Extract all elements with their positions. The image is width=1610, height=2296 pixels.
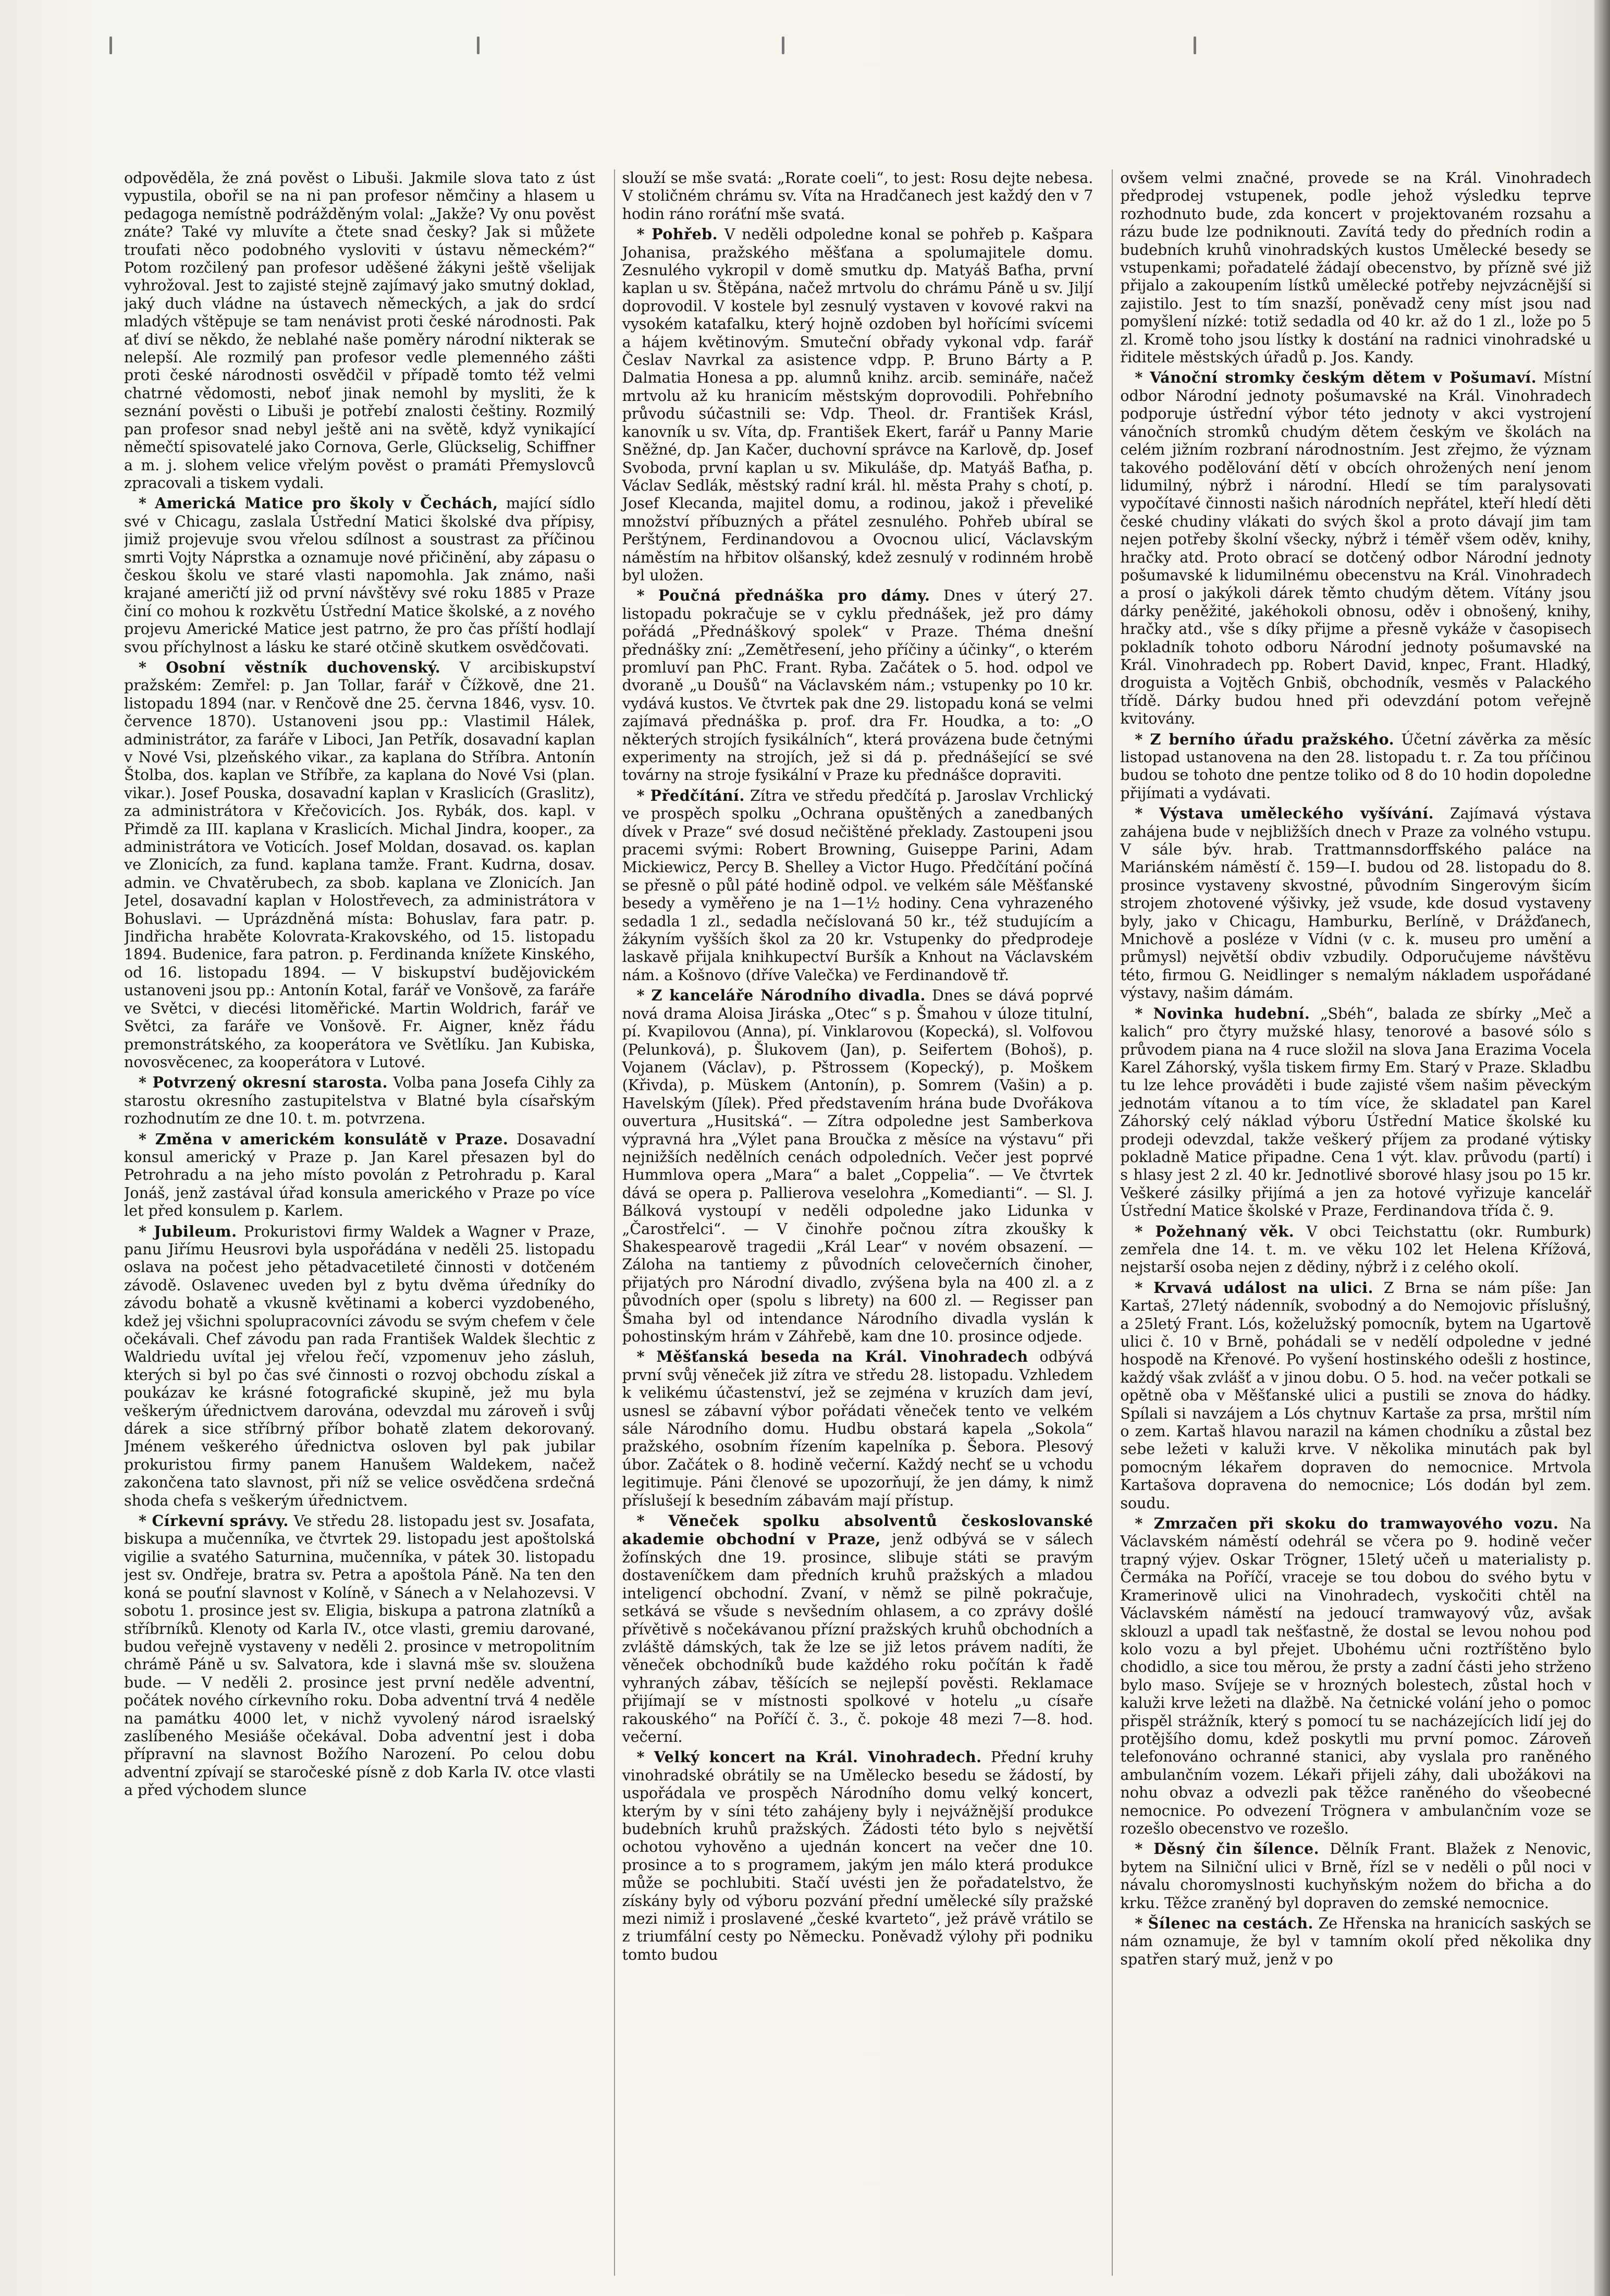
article-heading: Děsný čin šílence. [1153,1840,1320,1858]
article-text: Volba pana Josefa Cihly za starostu okresního zastupitelstva v Blatné byla císařským rozhodnutím ze dne 10. t. m. potvrzena. [124,1074,595,1128]
article-text: mající sídlo své v Chicagu, zaslala Ústřední Matici školské dva přípisy, jimiž projevuje svou vřelou sdílnost a soustrast za příčinou smrti Vojty Náprstka a oznamuje nové přičinění, aby zápasu o českou školu ve staré vlasti napomohla. Jak známo, naši krajané američtí již od první návštěvy své roku 1885 v Praze činí co mohou k rozkvětu Ústřední Matice školské, a z nového projevu Americké Matice jest patrno, že pro čas příští hodlají svou příchylnost a lásku ke staré otčině skutkem osvědčovati. [124,495,595,656]
article-paragraph [124,1512,595,1800]
article-text: Prokuristovi firmy Waldek a Wagner v Praze, panu Jiřímu Heusrovi byla uspořádána v neděli 25. listopadu oslava na počest jeho pětadvacetileté činnosti v dotčeném závodě. Oslavenec uveden byl z bytu dvěma úředníky do závodu bohatě a vkusně květinami a koberci vyzdobeného, kdež jej všichni spolupracovníci závodu se svým chefem v čele očekávali. Chef závodu pan rada František Waldek šlechtic z Waldriedu uvítal jej vřelou řečí, vzpomenuv jeho zásluh, kterých si byl po čas své činnosti o rozvoj obchodu získal a poukázav ke krásné fotografické skupině, jež mu byla veškerým úřednictvem darována, odevzdal mu zároveň i svůj dárek a sice stříbrný příbor bohatě zlatem dekorovaný. Jménem veškerého úřednictva osloven byl pak jubilar prokuristou firmy panem Hanušem Waldekem, načež zakončena tato slavnost, při níž se velice osvědčena srdečná shoda chefa s veškerým úřednictvem. [124,1223,595,1509]
section-marker: * [636,225,652,243]
article-heading: Novinka hudební. [1153,1004,1310,1022]
article-heading: Změna v americkém konsulátě v Praze. [155,1130,509,1148]
article-heading: Vánoční stromky českým dětem v Pošumaví. [1150,369,1537,387]
section-marker: * [1135,1914,1148,1932]
article-text: Dělník Frant. Blažek z Nenovic, bytem na Silniční ulici v Brně, řízl se v neděli o půl noci v návalu choromyslnosti kuchyňským nožem do břicha a do krku. Těžce zraněný byl dopraven do zemské nemocnice. [1120,1840,1592,1912]
page-edge-shadow [1594,0,1610,2296]
section-marker: * [139,658,166,676]
section-marker: * [139,1130,155,1148]
article-paragraph [622,986,1093,1346]
article-paragraph [1120,1223,1591,1277]
section-marker: * [139,1222,154,1240]
article-paragraph [1120,369,1591,728]
section-marker: * [1135,1222,1156,1240]
article-heading: Jubileum. [154,1222,237,1240]
article-heading: Věneček spolku absolventů českoslovanské akademie obchodní v Praze, [622,1512,1093,1548]
article-paragraph [124,494,595,656]
section-marker: * [1135,1840,1154,1858]
article-text: ovšem velmi značné, provede se na Král. Vinohradech předprodej vstupenek, podle jehož výsledku teprve rozhodnuto bude, zda koncert v projektovaném rozsahu a rázu bude lze podniknouti. Zavítá tedy do předních rodin a budebních kruhů vinohradských kustos Umělecké besedy se vstupenkami; pořadatelé žádají obecenstvo, by přízně své již přijalo a zakoupením lístků umělecké potřeby nejvzácnější si zajistilo. Jest to tím snazší, poněvadž ceny míst jsou nad pomyšlení nízké: totiž sedadla od 40 kr. až do 1 zl., lože po 5 zl. Kromě toho jsou lístky k dostání na radnici vinohradské u řiditele městských úřadů p. Jos. Kandy. [1120,169,1592,367]
article-columns [124,169,1591,2276]
article-heading: Krvavá událost na ulici. [1153,1278,1373,1297]
article-text: Přední kruhy vinohradské obrátily se na Umělecko besedu se žádostí, by uspořádala ve prospěch Národního domu velký koncert, kterým by v síni této zahájeny byly i nejvážnější produkce budebních kruhů pražských. Žádosti této bylo s největší ochotou vyhověno a ujednán koncert na večer dne 10. prosince a to s programem, jakým jen málo která produkce může se pochlubiti. Stačí uvésti jen že pořadatelstvo, že získány byly od výboru pozvání přední umělecké síly pražské mezi nimiž i proslavené „české kvarteto“, jež právě vrátilo se z triumfální cesty po Německu. Poněvadž výlohy při podniku tomto budou [622,1749,1093,1963]
article-text: Účetní závěrka za měsíc listopad ustanovena na den 28. listopadu t. r. Za tou příčinou budou se tohoto dne pentze toliko od 8 do 10 hodin dopoledne přijímati a vydávati. [1120,730,1592,802]
article-text: odbývá první svůj věneček již zítra ve středu 28. listopadu. Vzhledem k velikému účastenství, jež se zejména v kruzích dam jeví, usnesl se zábavní výbor pořádati věneček tento ve velkém sále Národního domu. Hudbu obstará kapela „Sokola“ pražského, osobním řízením kapelníka p. Šebora. Plesový úbor. Začátek o 8. hodině večerní. Každý nechť se u vchodu legitimuje. Páni členové se upozorňují, že jen dámy, k nimž příslušejí k besedním zábavám mají přístup. [622,1348,1093,1509]
article-text: Ve středu 28. listopadu jest sv. Josafata, biskupa a mučenníka, ve čtvrtek 29. listopadu jest apoštolská vigilie a svatého Saturnina, mučenníka, v pátek 30. listopadu jest sv. Ondřeje, bratra sv. Petra a apoštola Páně. Na ten den koná se pouťní slavnost v Kolíně, v Sánech a v Nelahozevsi. V sobotu 1. prosince jest sv. Eligia, biskupa a patrona zlatníků a stříbrníků. Klenoty od Karla IV., otce vlasti, gremiu darované, budou veřejně vystaveny v neděli 2. prosince v metropolitním chrámě Páně u sv. Salvatora, kde i slavná mše sv. sloužena bude. — V neděli 2. prosince jest první neděle adventní, počátek nového církevního roku. Doba adventní trvá 4 neděle na památku 4000 let, v nichž vyvolený národ israelský zaslíbeného Mesiáše očekával. Doba adventní jest i doba přípravní na slavnost Božího Narození. Po celou dobu adventní zpívají se staročeské písně z dob Karla IV. otce vlasti a před východem slunce [124,1512,595,1799]
binding-marks [0,36,1610,68]
article-heading: Z kanceláře Národního divadla. [651,986,926,1005]
article-text: Zítra ve středu předčítá p. Jaroslav Vrchlický ve prospěch spolku „Ochrana opuštěných a zanedbaných dívek v Praze“ své dosud nečištěné překlady. Zastoupeni jsou pracemi svými: Robert Browning, Guiseppe Parini, Adam Mickiewicz, Percy B. Shelley a Victor Hugo. Předčítání počíná se přesně o půl páté hodině odpol. ve velkém sále Měšťanské besedy a vyměřeno je na 1—1½ hodiny. Cena vyhrazeného sedadla 1 zl., sedadla nečíslovaná 50 kr., též studujícím a žákyním vyšších škol za 20 kr. Vstupenky do předprodeje laskavě přijala knihkupectví Buršík a Knhout na Václavském nám. a Košnovo (dříve Valečka) ve Ferdinandově tř. [622,787,1093,984]
binding-mark [782,36,784,54]
article-text: V arcibiskupství pražském: Zemřel: p. Jan Tollar, farář v Čížkově, dne 21. listopadu 1894 (nar. v Renčově dne 25. června 1846, vysv. 10. července 1870). Ustanoveni jsou pp.: Vlastimil Hálek, administrátor, za faráře v Liboci, Jan Petřík, dosavadní kaplan v Nové Vsi, plzeňského vikar., za kaplana do Stříbra. Antonín Štolba, dos. kaplan ve Stříbře, za kaplana do Nové Vsi (plan. vikar.). Josef Pouska, dosavadní kaplan v Kraslicích (Graslitz), za administrátora v Křečovicích. Jos. Rybák, dos. kapl. v Přimdě za III. kaplana v Kraslicích. Michal Jindra, kooper., za administrátora ve Voticích. Josef Moldan, dosavad. os. kaplan ve Zlonicích, za fund. kaplana tamže. Frant. Kudrna, dosav. admin. ve Chvatěrubech, za sbob. kaplana ve Zlonicích. Jan Jetel, dosavadní kaplan v Holostřevech, za administrátora v Bohuslavi. — Uprázdněná místa: Bohuslav, fara patr. p. Jindřicha hraběte Kolovrata-Krakovského, od 15. listopadu 1894. Budenice, fara patron. p. Ferdinanda knížete Kinského, od 16. listopadu 1894. — V biskupství budějovickém ustanoveni jsou pp.: Antonín Kotal, farář ve Vonšově, za faráře ve Světci, v diecési litoměřické. Martin Woldrich, farář ve Světci, za faráře ve Vonšově. Fr. Aigner, kněz řádu premonstrátského, za kooperátora ve Světlíku. Jan Kubiska, novosvěcenec, za kooperátora v Lutové. [124,658,595,1071]
section-marker: * [1135,730,1150,748]
section-marker: * [636,1348,657,1366]
article-heading: Z berního úřadu pražského. [1150,730,1395,748]
article-heading: Potvrzený okresní starosta. [152,1073,388,1092]
article-text: Ze Hřenska na hranicích saských se nám oznamuje, že byl v tamním okolí před několika dny spatřen starý muž, jenž v po [1120,1915,1592,1968]
article-text: Dnes v úterý 27. listopadu pokračuje se v cyklu přednášek, jež pro dámy pořádá „Přednáškový spolek“ v Praze. Théma dnešní přednášky zní: „Zemětřesení, jeho příčiny a účinky“, o kterém promluví pan PhC. Frant. Ryba. Začátek o 5. hod. odpol ve dvoraně „u Doušů“ na Václavském nám.; vstupenky po 10 kr. vydává kustos. Ve čtvrtek pak dne 29. listopadu koná se velmi zajímavá přednáška p. prof. dra Fr. Houdka, a to: „O některých strojích fysikálních“, která provázena bude četnými experimenty na strojích, jež si dá p. přednášející se své továrny na stroje fysikální v Praze ku přednášce dopraviti. [622,587,1093,784]
article-text: jenž odbývá se v sálech žofínských dne 19. prosince, slibuje státi se pravým dostaveníčkem dam předních kruhů pražských a mladou inteligencí obchodní. Zvaní, v němž se pilně pokračuje, setkává se všude s nevšedním ohlasem, a co zprávy došlé přívětivě s nočekávanou přízní pražských kruhů obchodních a zvláště dámských, tak že lze se již letos právem nadíti, že věneček obchodníků bude každého roku počítán k řadě vyhraných zábav, těšících se nejlepší pověsti. Reklamace přijímají se v místnosti spolkové v hotelu „u císaře rakouského“ na Poříčí č. 3., č. pokoje 48 mezi 7—8. hod. večerní. [622,1531,1093,1745]
article-paragraph [1120,1914,1591,1969]
article-text: odpověděla, že zná pověst o Libuši. Jakmile slova tato z úst vypustila, obořil se na ni pan profesor němčiny a hlasem u pedagoga nemístně podrážděným volal: „Jakže? Vy onu pověst znáte? Také vy mluvíte a čtete snad česky? Jak si můžete troufati něco podobného vysloviti v ústavu německém?“ Potom rozčilený pan profesor uděšené žákyni ještě všelijak vyhrožoval. Jest to zajisté stejně zajímavý jako smutný doklad, jaký duch vládne na ústavech německých, a jak do srdcí mladých vštěpuje se tam nenávist proti české národnosti. Pak ať diví se někdo, že neblahé naše poměry národní nikterak se nelepší. Ale rozmilý pan profesor vedle plemenného zášti proti české národnosti osvědčil v případě tomto též velmi chatrné vědomosti, neboť jinak nemohl by mysliti, že k seznání pověsti o Libuši je potřebí znalosti češtiny. Rozmilý pan profesor snad nebyl ještě ani na světě, když vynikající němečtí spisovatelé jako Cornova, Gerle, Glückselig, Schiffner a m. j. slohem velice vřelým pověst o pramáti Přemyslovců zpracovali a tiskem vydali. [124,169,595,492]
section-marker: * [636,1748,654,1766]
article-text: V neděli odpoledne konal se pohřeb p. Kašpara Johanisa, pražského měšťana a spolumajitele domu. Zesnulého vykropil v domě smutku dp. Matyáš Baťha, první kaplan u sv. Štěpána, načež mrtvolu do chrámu Páně u sv. Jiljí doprovodil. V kostele byl zesnulý vystaven v kovové rakvi na vysokém katafalku, který hojně ozdoben byl hořícími svícemi a hájem květinovým. Smuteční obřady vykonal vdp. farář Česlav Navrkal za asistence vdpp. P. Bruno Bárty a P. Dalmatia Honesa a pp. alumnů knihz. arcib. semináře, načež mrtvolu až ku hranicím městským doprovodili. Pohřebního průvodu súčastnili se: Vdp. Theol. dr. František Krásl, kanovník u sv. Víta, dp. František Ekert, farář u Panny Marie Sněžné, dp. Jan Kačer, duchovní správce na Karlově, dp. Josef Svoboda, první kaplan u sv. Mikuláše, dp. Matyáš Baťha, p. Václav Sedlák, městský radní král. hl. města Prahy s chotí, p. Josef Klecanda, majitel domu, a rodinou, jakož i převeliké množství příbuzných a přátel zesnulého. Pohřeb ubíral se Perštýnem, Ferdinandovou a Ovocnou ulicí, Václavským náměstím na hřbitov olšanský, kdež zesnulý v rodinném hrobě byl uložen. [622,226,1093,584]
article-text: Dosavadní konsul americký v Praze p. Jan Karel přesazen byl do Petrohradu a na jeho místo povolán z Petrohradu p. Karal Jonáš, jenž zastával úřad konsula amerického v Praze po více let před konsulem p. Karlem. [124,1130,595,1220]
article-heading: Měšťanská beseda na Král. Vinohradech [656,1348,1028,1366]
binding-mark [1194,36,1196,54]
article-text: Zajímavá výstava zahájena bude v nejbližších dnech v Praze za volného vstupu. V sále býv. hrab. Trattmannsdorffského paláce na Mariánském náměstí č. 159—I. budou od 28. listopadu do 8. prosince vystaveny skvostné, původním Singerovým šicím strojem zhotovené výšivky, jež vsude, kde dosud vystaveny byly, jako v Chicagu, Hamburku, Berlíně, v Drážďanech, Mnichově a posléze v Vídni (v c. k. museu pro umění a průmysl) největší obdiv vzbudily. Odporučujeme návštěvu této, firmou G. Neidlinger s nemalým nákladem uspořádané výstavy, našim dámám. [1120,805,1592,1002]
section-marker: * [139,494,155,512]
section-marker: * [636,786,650,804]
article-paragraph [622,587,1093,784]
article-paragraph [124,169,595,492]
article-paragraph [124,1073,595,1128]
article-text: slouží se mše svatá: „Rorate coeli“, to jest: Rosu dejte nebesa. V stoličném chrámu sv. Víta na Hradčanech jest každý den v 7 hodin ráno roráťní mše svatá. [622,169,1093,223]
article-text: Z Brna se nám píše: Jan Kartaš, 27letý nádenník, svobodný a do Nemojovic příslušný, a 25letý Frant. Lós, koželužský pomocník, bytem na Ugartově ulici č. 10 v Brně, pohádali se v nedělí odpoledne v jedné hospodě na Křenové. Po vyšení hostinského odešli z hostince, každý však zvlášť a v jinou dobu. O 5. hod. na večer potkali se opětně oba v Měšťanské ulici a pustili se znova do hádky. Spílali si navzájem a Lós chytnuv Kartaše za prsa, mrštil ním o zem. Kartaš hlavou narazil na kámen chodníku a zůstal bez sebe ležeti v kaluži krve. V několika minutách pak byl pomocným lékařem dopraven do nemocnice. Mrtvola Kartašova dopravena do nemocnice; Lós dodán byl zem. soudu. [1120,1279,1592,1512]
article-paragraph [1120,169,1591,367]
article-paragraph [622,1748,1093,1964]
binding-mark [109,36,112,54]
article-heading: Americká Matice pro školy v Čechách, [155,494,498,512]
binding-mark [477,36,480,54]
article-paragraph [622,787,1093,984]
section-marker: * [1135,1004,1153,1022]
article-heading: Zmrzačen při skoku do tramwayového vozu. [1153,1515,1559,1533]
article-heading: Požehnaný věk. [1155,1222,1295,1240]
section-marker: * [636,1512,669,1530]
article-paragraph [622,1348,1093,1510]
article-paragraph [1120,730,1591,803]
article-heading: Poučná přednáška pro dámy. [658,587,930,605]
article-text: V obci Teichstattu (okr. Rumburk) zemřela dne 14. t. m. ve věku 102 let Helena Křížová, nejstarší osoba nejen z dědiny, nýbrž i z celého okolí. [1120,1223,1592,1276]
article-heading: Předčítání. [650,786,745,804]
section-marker: * [139,1073,153,1092]
section-marker: * [1135,1278,1153,1297]
column-3 [1112,169,1591,2276]
article-heading: Výstava uměleckého vyšívání. [1159,804,1434,823]
article-paragraph [124,658,595,1071]
article-heading: Církevní správy. [152,1512,289,1530]
article-paragraph [622,225,1093,584]
column-2 [614,169,1093,2276]
article-heading: Pohřeb. [652,225,718,243]
article-text: „Sbéh“, balada ze sbírky „Meč a kalich“ pro čtyry mužské hlasy, tenorové a basové sólo s průvodem piana na 4 ruce složil na slova Jana Erazima Vocela Karel Záhorský, vyšla tiskem firmy Em. Starý v Praze. Skladbu tu lze lehce prováděti i bude zajisté všem našim pěveckým jednotám vítanou a to tím více, že skladatel pan Karel Záhorský celý náklad výboru Ústřední Matice školské ku prodeji odevzdal, takže veškerý příjem za prodané výtisky pokladně Matice připadne. Cena 1 výt. klav. průvodu (partí) i s hlasy jest 2 zl. 40 kr. Jednotlivé sborové hlasy jsou po 15 kr. Veškeré zásilky přijímá a jen za hotové vyřizuje kancelář Ústřední Matice školské v Praze, Ferdinandova třída č. 9. [1120,1005,1592,1220]
article-paragraph [1120,1515,1591,1838]
article-text: Dnes se dává poprvé nová drama Aloisa Jiráska „Otec“ s p. Šmahou v úloze titulní, pí. Kvapilovou (Anna), pí. Vinklarovou (Kopecká), sl. Volfovou (Pelunková), p. Šlukovem (Jan), p. Seifertem (Bohoš), p. Vojanem (Václav), p. Pštrossem (Kopecký), p. Moškem (Křivda), p. Müskem (Antonín), p. Somrem (Vašin) a p. Havelským (Jílek). Před představením hrána bude Dvořákova ouvertura „Husitská“. — Zítra odpoledne jest Samberkova výpravná hra „Výlet pana Broučka z měsíce na výstavu“ při nejnižších nedělních cenách odpoledních. Večer jest poprvé Hummlova opera „Mara“ a balet „Coppelia“. — Ve čtvrtek dává se opera p. Pallierova veselohra „Komedianti“. — Sl. J. Bálková vystoupí v neděli odpoledne jako Lidunka v „Čarostřelci“. — V činohře počnou zítra zkoušky k Shakespearově tragedii „Král Lear“ v novém obsazení. — Záloha na tantiemy z původních celovečerních činoher, přijatých pro Národní divadlo, zvýšena byla na 400 zl. a z původních oper (spolu s librety) na 600 zl. — Regisser pan Šmaha byl od intendance Národního divadla vyslán k pohostinským hrám v Záhřebě, kam dne 10. prosince odjede. [622,987,1093,1345]
section-marker: * [636,986,652,1005]
article-heading: Šílenec na cestách. [1148,1914,1313,1932]
section-marker: * [636,587,659,605]
section-marker: * [139,1512,152,1530]
article-paragraph [124,1223,595,1510]
article-text: Místní odbor Národní jednoty pošumavské na Král. Vinohradech podporuje ústřední výbor této jednoty v akci vystrojení vánočních stromků chudým dětem českým ve školách na celém jižním rozbraní národnostním. Jest zřejmo, že význam takového podělování dětí v obcích ohrožených není jenom lidumilný, nýbrž i národní. Hledí se tím paralysovati vypočítavé činnosti našich národních nepřátel, kteří hledí děti české chudiny vlákati do svých škol a proto dávají jim tam nejen potřeby školní všecky, nýbrž i téměř všem oděv, knihy, hračky atd. Proto obrací se dotčený odbor Národní jednoty pošumavské k lidumilnému obecenstvu na Král. Vinohradech a prosí o jakýkoli dárek těmto chudým dětem. Vítány jsou dárky peněžité, jakéhokoli obnosu, oděv i obnošený, knihy, hračky atd., vše s díky přijme a přesně vykáže v časopisech pokladník tohoto odboru Národní jednoty pošumavské na Král. Vinohradech pp. Robert David, knpec, Frant. Hladký, droguista a Vojtěch Gnbiš, obchodník, vesměs v Palackého třídě. Dárky budou hned při odevzdání potom veřejně kvitovány. [1120,369,1592,728]
article-text: Na Václavském náměstí odehrál se včera po 9. hodině večer trapný výjev. Oskar Trögner, 15letý učeň u materialisty p. Čermáka na Poříčí, vraceje se tou dobou do svého bytu v Kramerinově ulici na Vinohradech, vyskočiti chtěl na Václavském náměstí na jedoucí tramwayový vůz, avšak sklouzl a upadl tak nešťastně, že dostal se levou nohou pod kolo vozu a byl přejet. Ubohému učni roztříštěno bylo chodidlo, a sice tou měrou, že prsty a zadní části jeho strženo bylo maso. Svíjeje se v hrozných bolestech, zůstal hoch v kaluži krve ležeti na dlažbě. Na četnické volání jeho o pomoc přispěl strážník, který s pomocí tu se nacházejících lidí jej do protějšího domu, kdež poskytli mu první pomoc. Zároveň telefonováno ochranné stanici, aby vyslala pro raněného ambulančním vozem. Lékaři přijeli záhy, dali ubožákovi na nohu obvaz a odvezli pak těžce raněného do všeobecné nemocnice. Po odvezení Trögnera v ambulančním voze se rozešlo obecenstvo ve rozešlo. [1120,1515,1592,1837]
article-paragraph [1120,804,1591,1002]
section-marker: * [1135,804,1159,823]
article-heading: Velký koncert na Král. Vinohradech. [654,1748,982,1766]
article-paragraph [1120,1840,1591,1912]
article-paragraph [124,1130,595,1220]
article-paragraph [622,169,1093,223]
section-marker: * [1135,369,1150,387]
article-paragraph [1120,1279,1591,1512]
column-1 [124,169,595,2276]
article-paragraph [1120,1005,1591,1220]
section-marker: * [1135,1515,1154,1533]
article-heading: Osobní věstník duchovenský. [166,658,441,676]
article-paragraph [622,1512,1093,1746]
